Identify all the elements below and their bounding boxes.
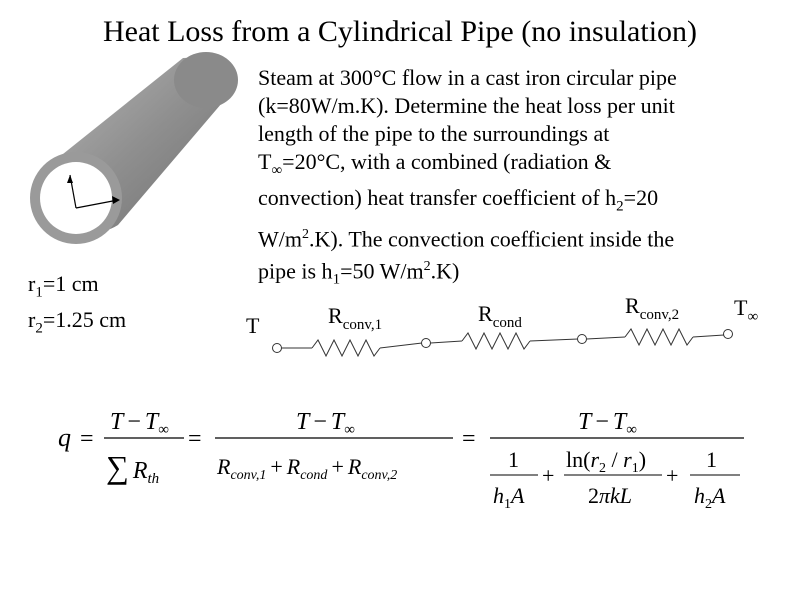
radii-values <box>28 270 126 343</box>
eq-term3-num: 1 <box>706 447 717 472</box>
label-r-cond: $R_{cond}$ <box>478 301 522 331</box>
resistor-conv2 <box>625 329 693 345</box>
svg-text:+: + <box>542 463 555 488</box>
resistor-conv1 <box>312 340 380 356</box>
svg-text:+: + <box>666 463 679 488</box>
slide-title: Heat Loss from a Cylindrical Pipe (no insulation) <box>102 15 698 48</box>
r1-value: $r_1=1$ cm <box>28 271 99 301</box>
eq-frac1-num: $T - T_\infty$ <box>110 409 169 438</box>
eq-term3-den: $h_2A$ <box>694 483 726 512</box>
svg-text:=: = <box>462 426 476 452</box>
svg-text:=: = <box>80 426 94 452</box>
circuit-node-3 <box>578 335 587 344</box>
label-r-conv2: $R_{conv,2}$ <box>625 293 680 323</box>
label-r-conv1: $R_{conv,1}$ <box>328 303 383 333</box>
circuit-node-left <box>273 344 282 353</box>
node-label-t: T <box>246 313 260 338</box>
eq-term2-num: $\ln(r_2 / r_1)$ <box>566 447 647 476</box>
thermal-circuit <box>240 285 780 365</box>
heat-loss-equation <box>58 395 758 520</box>
eq-term1-den: $h_1A$ <box>493 483 525 512</box>
pipe-illustration <box>28 50 248 250</box>
pipe-bore <box>40 162 112 234</box>
svg-text:=: = <box>188 426 202 452</box>
node-label-t-inf: $T_\infty$ <box>734 295 759 325</box>
pipe-far-end <box>174 52 238 108</box>
circuit-node-right <box>724 330 733 339</box>
eq-term1-num: 1 <box>508 447 519 472</box>
eq-frac2-num: $T - T_\infty$ <box>296 409 355 438</box>
eq-sum-r-th: ∑ $R_{th}$ <box>106 449 160 487</box>
r2-value: $r_2=1.25$ cm <box>28 307 127 337</box>
eq-frac2-den: $R_{conv,1} + R_{cond} + R_{conv,2}$ <box>217 454 398 483</box>
resistor-cond <box>462 333 530 349</box>
circuit-node-2 <box>422 339 431 348</box>
eq-frac3-num: $T - T_\infty$ <box>578 409 637 438</box>
eq-q: q <box>58 423 71 452</box>
eq-term2-den: 2πkL <box>588 483 633 508</box>
problem-statement: Steam at 300°C flow in a cast iron circular pipe (k=80W/m.K). Determine the heat loss per unit length of the pipe to the surroundings at $T_\infty=20^\circ C$, with a combined (radiation & convection) heat transfer coefficient of $h_2=20$ $W/m^2.K$). The convection coefficient inside the pipe is $h_1=50$ $W/m^2.K$) <box>258 65 677 288</box>
